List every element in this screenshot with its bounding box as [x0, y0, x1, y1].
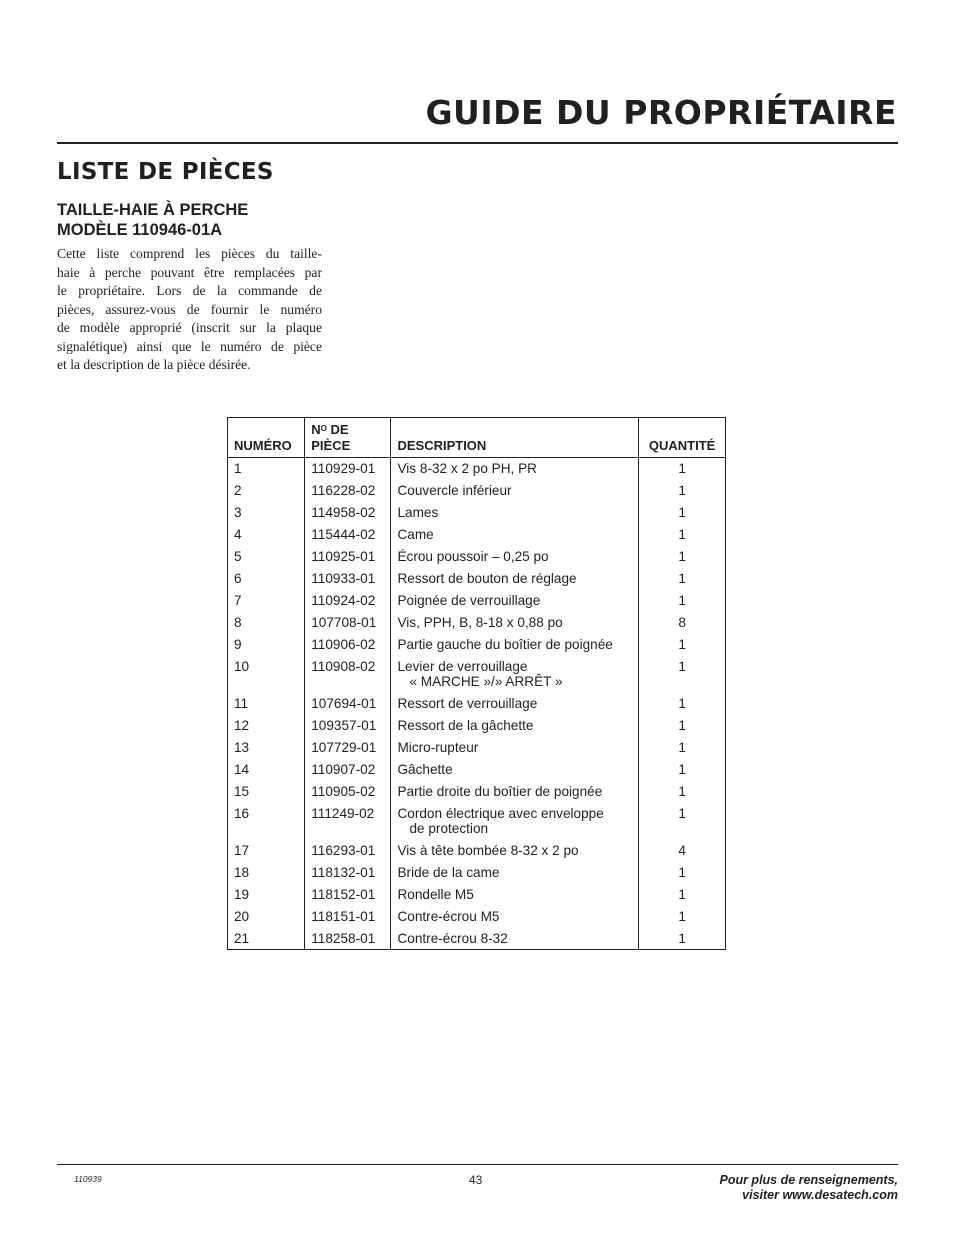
header-description: DESCRIPTION	[391, 418, 639, 458]
description-text: Rondelle M5	[397, 887, 474, 902]
description-text: Levier de verrouillage	[397, 659, 528, 674]
cell-numero: 4	[234, 527, 242, 542]
description-text: Ressort de verrouillage	[397, 696, 538, 711]
header-piece-line2: PIÈCE	[311, 438, 351, 453]
cell-quantity: 1	[639, 693, 726, 715]
cell-part-number: 118152-01	[305, 884, 391, 906]
cell-description	[391, 737, 639, 759]
cell-quantity: 1	[639, 656, 726, 693]
header-piece-sup: O	[320, 424, 327, 433]
table-row	[228, 656, 726, 693]
description-text: Écrou poussoir – 0,25 po	[397, 549, 549, 564]
table-row	[228, 715, 726, 737]
page-title: GUIDE DU PROPRIÉTAIRE	[425, 93, 897, 132]
cell-part-number: 115444-02	[305, 524, 391, 546]
header-numero: NUMÉRO	[228, 418, 305, 458]
description-text: Ressort de bouton de réglage	[397, 571, 577, 586]
table-row	[228, 759, 726, 781]
cell-description	[391, 458, 639, 481]
cell-description	[391, 502, 639, 524]
description-text: Cordon électrique avec enveloppe	[397, 806, 604, 821]
cell-numero: 8	[234, 615, 242, 630]
intro-line: pièces, assurez-vous de fournir le numéro	[57, 301, 322, 317]
cell-description	[391, 715, 639, 737]
cell-part-number: 110929-01	[305, 458, 391, 481]
description-text: Poignée de verrouillage	[397, 593, 541, 608]
description-text: Partie droite du boîtier de poignée	[397, 784, 603, 799]
cell-numero: 3	[234, 505, 242, 520]
table-row	[228, 590, 726, 612]
intro-line: haie à perche pouvant être remplacées par	[57, 264, 322, 280]
cell-part-number: 114958-02	[305, 502, 391, 524]
description-text: Couvercle inférieur	[397, 483, 512, 498]
cell-quantity: 1	[639, 568, 726, 590]
cell-part-number: 116228-02	[305, 480, 391, 502]
header-piece-de: DE	[326, 422, 349, 437]
table-row	[228, 928, 726, 950]
cell-quantity: 1	[639, 480, 726, 502]
cell-part-number: 107694-01	[305, 693, 391, 715]
footer-info-line1: Pour plus de renseignements,	[719, 1173, 898, 1187]
table-row	[228, 737, 726, 759]
cell-numero: 6	[234, 571, 242, 586]
footer-info	[719, 1173, 898, 1203]
header-quantite: QUANTITÉ	[639, 418, 726, 458]
table-row	[228, 693, 726, 715]
cell-quantity: 1	[639, 737, 726, 759]
cell-description	[391, 590, 639, 612]
cell-part-number: 110925-01	[305, 546, 391, 568]
cell-description	[391, 693, 639, 715]
cell-description	[391, 524, 639, 546]
cell-quantity: 1	[639, 502, 726, 524]
cell-numero: 14	[234, 762, 250, 777]
cell-description	[391, 612, 639, 634]
cell-quantity: 1	[639, 928, 726, 950]
cell-quantity: 1	[639, 715, 726, 737]
description-text: Lames	[397, 505, 439, 520]
cell-numero: 7	[234, 593, 242, 608]
description-text: Ressort de la gâchette	[397, 718, 534, 733]
cell-part-number: 118151-01	[305, 906, 391, 928]
cell-numero: 13	[234, 740, 250, 755]
description-text: Vis à tête bombée 8-32 x 2 po	[397, 843, 579, 858]
cell-quantity: 1	[639, 546, 726, 568]
intro-line: et la description de la pièce désirée.	[57, 357, 251, 372]
description-text: Bride de la came	[397, 865, 500, 880]
cell-numero: 2	[234, 483, 242, 498]
cell-part-number: 107708-01	[305, 612, 391, 634]
parts-table	[227, 417, 726, 950]
cell-quantity: 8	[639, 612, 726, 634]
page-number: 43	[469, 1173, 483, 1187]
cell-numero: 15	[234, 784, 250, 799]
cell-numero: 10	[234, 659, 250, 674]
cell-numero: 5	[234, 549, 242, 564]
cell-description	[391, 568, 639, 590]
document-code: 110939	[74, 1174, 102, 1184]
cell-description	[391, 803, 639, 840]
cell-part-number: 110906-02	[305, 634, 391, 656]
table-row	[228, 862, 726, 884]
description-text: Partie gauche du boîtier de poignée	[397, 637, 613, 652]
cell-part-number: 107729-01	[305, 737, 391, 759]
cell-numero: 12	[234, 718, 250, 733]
cell-part-number: 118132-01	[305, 862, 391, 884]
description-continuation: de protection	[409, 821, 489, 836]
table-row	[228, 612, 726, 634]
product-heading	[57, 200, 248, 240]
description-text: Came	[397, 527, 434, 542]
table-row	[228, 568, 726, 590]
intro-line: Cette liste comprend les pièces du taille-	[57, 246, 322, 261]
cell-description	[391, 928, 639, 950]
cell-part-number: 116293-01	[305, 840, 391, 862]
cell-quantity: 1	[639, 458, 726, 481]
table-row	[228, 546, 726, 568]
cell-quantity: 1	[639, 884, 726, 906]
cell-part-number: 111249-02	[305, 803, 391, 840]
cell-description	[391, 759, 639, 781]
cell-part-number: 118258-01	[305, 928, 391, 950]
cell-numero: 20	[234, 909, 250, 924]
model-number: MODÈLE 110946-01A	[57, 221, 223, 239]
cell-quantity: 1	[639, 906, 726, 928]
cell-part-number: 110933-01	[305, 568, 391, 590]
cell-quantity: 1	[639, 590, 726, 612]
intro-paragraph	[57, 245, 322, 375]
product-name: TAILLE-HAIE À PERCHE	[57, 201, 249, 219]
footer-divider	[57, 1164, 898, 1165]
cell-description	[391, 480, 639, 502]
description-text: Micro-rupteur	[397, 740, 479, 755]
description-text: Vis 8-32 x 2 po PH, PR	[397, 461, 537, 476]
cell-numero: 21	[234, 931, 250, 946]
description-text: Contre-écrou 8-32	[397, 931, 508, 946]
cell-numero: 1	[234, 461, 242, 476]
cell-numero: 9	[234, 637, 242, 652]
cell-numero: 11	[234, 696, 249, 711]
cell-quantity: 1	[639, 759, 726, 781]
table-row	[228, 480, 726, 502]
table-row	[228, 884, 726, 906]
cell-numero: 16	[234, 806, 250, 821]
cell-description	[391, 884, 639, 906]
footer-website: visiter www.desatech.com	[742, 1188, 898, 1202]
header-divider	[57, 142, 898, 144]
intro-line: le propriétaire. Lors de la commande de	[57, 283, 322, 298]
intro-line: de modèle approprié (inscrit sur la plaque	[57, 320, 322, 335]
cell-quantity: 4	[639, 840, 726, 862]
header-piece	[305, 418, 391, 458]
cell-part-number: 110905-02	[305, 781, 391, 803]
table-row	[228, 502, 726, 524]
cell-part-number: 110924-02	[305, 590, 391, 612]
header-piece-n: N	[311, 422, 321, 437]
cell-description	[391, 862, 639, 884]
cell-part-number: 110908-02	[305, 656, 391, 693]
cell-quantity: 1	[639, 634, 726, 656]
table-row	[228, 906, 726, 928]
cell-description	[391, 546, 639, 568]
description-text: Contre-écrou M5	[397, 909, 500, 924]
cell-part-number: 110907-02	[305, 759, 391, 781]
cell-numero: 18	[234, 865, 250, 880]
cell-description	[391, 634, 639, 656]
table-row	[228, 781, 726, 803]
cell-quantity: 1	[639, 803, 726, 840]
cell-quantity: 1	[639, 524, 726, 546]
description-text: Vis, PPH, B, 8-18 x 0,88 po	[397, 615, 563, 630]
table-row	[228, 458, 726, 481]
cell-description	[391, 906, 639, 928]
table-header-row	[228, 418, 726, 458]
table-row	[228, 524, 726, 546]
intro-line: signalétique) ainsi que le numéro de pièce	[57, 338, 322, 354]
cell-quantity: 1	[639, 862, 726, 884]
description-text: Gâchette	[397, 762, 453, 777]
cell-description	[391, 840, 639, 862]
cell-numero: 19	[234, 887, 250, 902]
table-row	[228, 634, 726, 656]
cell-numero: 17	[234, 843, 250, 858]
description-continuation: « MARCHE »/» ARRÊT »	[409, 674, 563, 689]
cell-quantity: 1	[639, 781, 726, 803]
table-row	[228, 840, 726, 862]
cell-description	[391, 656, 639, 693]
table-row	[228, 803, 726, 840]
cell-description	[391, 781, 639, 803]
section-title: LISTE DE PIÈCES	[57, 159, 274, 185]
cell-part-number: 109357-01	[305, 715, 391, 737]
